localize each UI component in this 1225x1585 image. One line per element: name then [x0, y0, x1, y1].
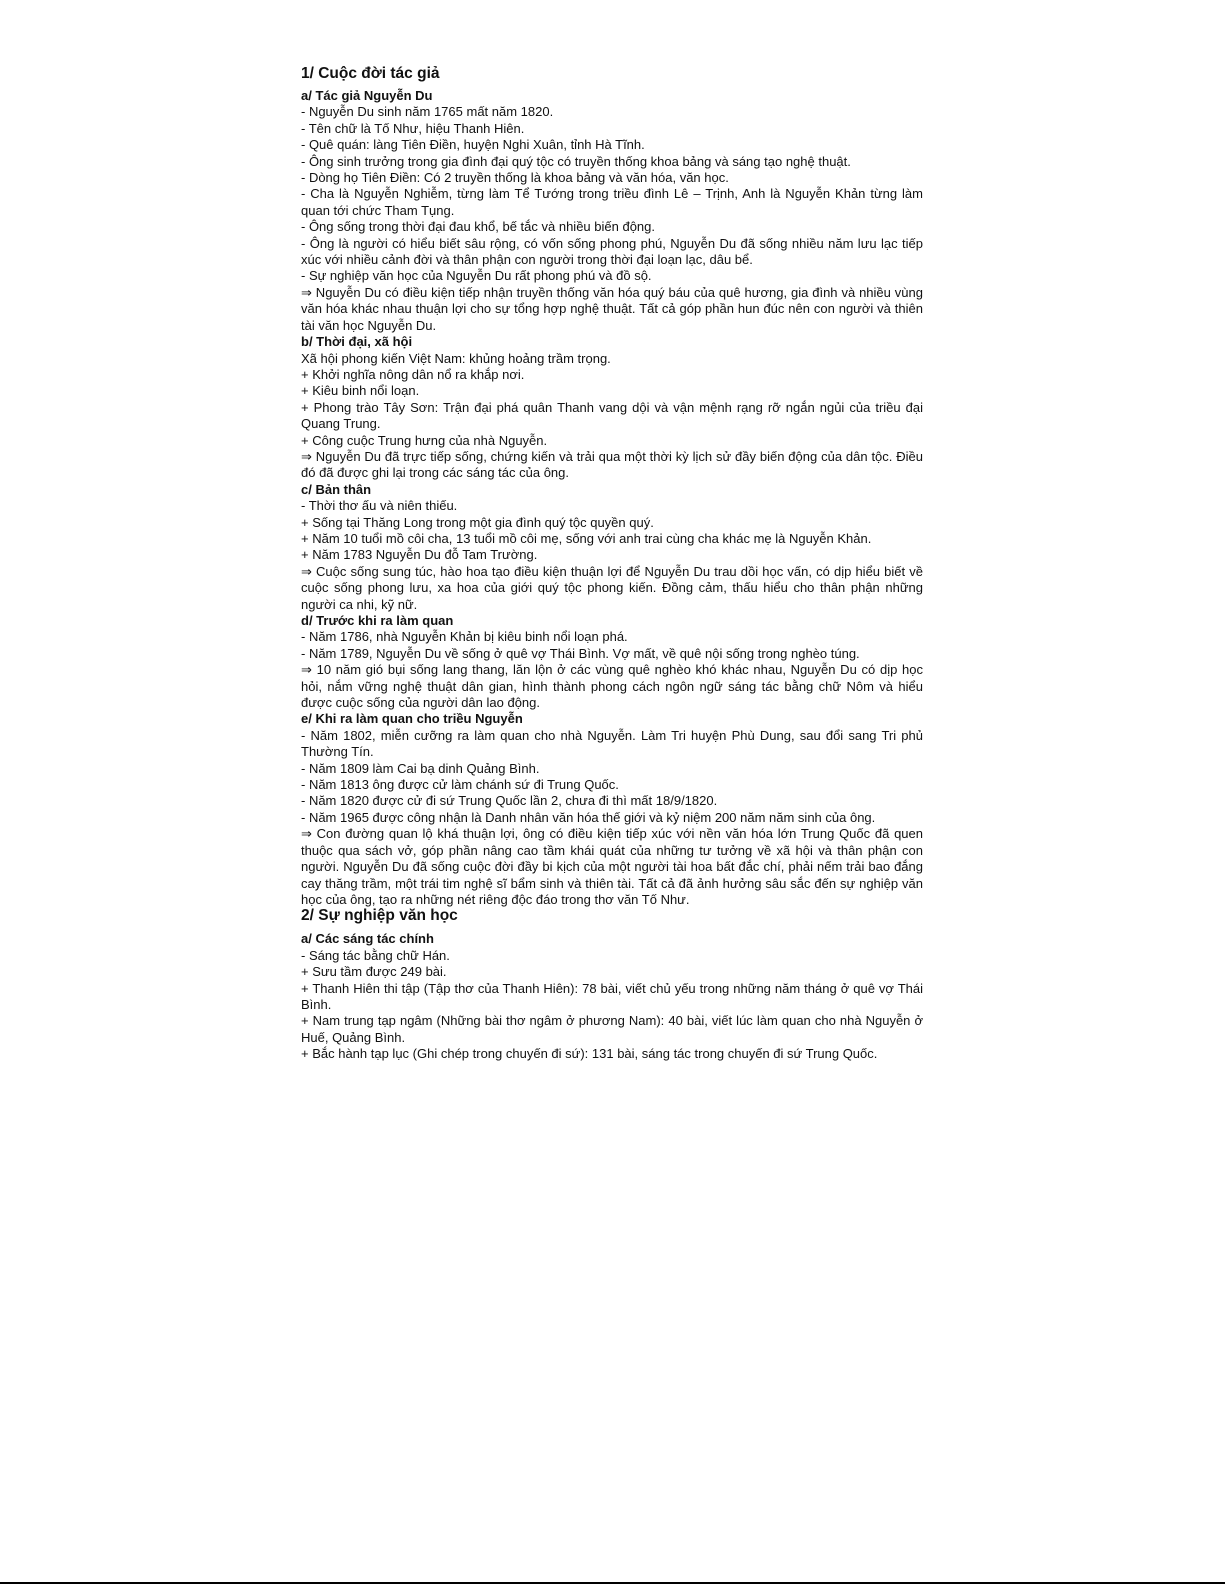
paragraph: + Năm 10 tuổi mồ côi cha, 13 tuổi mồ côi mẹ, sống với anh trai cùng cha khác mẹ là Nguyễn Khản. [301, 530, 872, 546]
paragraph: - Năm 1809 làm Cai bạ dinh Quảng Bình. [301, 760, 540, 776]
paragraph: - Ông sống trong thời đại đau khổ, bế tắc và nhiều biến động. [301, 219, 655, 235]
paragraph: + Bắc hành tạp lục (Ghi chép trong chuyến đi sứ): 131 bài, sáng tác trong chuyến đi sứ Trung Quốc. [301, 1046, 878, 1062]
subsection-heading: a/ Các sáng tác chính [301, 931, 434, 947]
paragraph: ⇒ Con đường quan lộ khá thuận lợi, ông có điều kiện tiếp xúc với nền văn hóa lớn Trung Quốc đã quen thuộc qua sách vở, góp phần nâng cao tầm khái quát của những tư tưởng về xã hội và thân phận con người. Nguyễn Du đã sống cuộc đời đầy bi kịch của một người tài hoa bất đắc chí, phải nếm trải bao đắng cay thăng trầm, một trái tim nghệ sĩ bẩm sinh và thiên tài. Tất cả đã ảnh hưởng sâu sắc đến sự nghiệp văn học của ông, tạo ra những nét riêng độc đáo trong thơ văn Tố Như. [301, 826, 923, 907]
page-bottom-border [0, 1582, 1225, 1584]
subsection-heading: d/ Trước khi ra làm quan [301, 613, 454, 628]
paragraph: - Năm 1789, Nguyễn Du về sống ở quê vợ Thái Bình. Vợ mất, về quê nội sống trong nghèo túng. [301, 645, 860, 661]
paragraph: - Ông là người có hiểu biết sâu rộng, có vốn sống phong phú, Nguyễn Du đã sống nhiều năm lưu lạc tiếp xúc với nhiều cảnh đời và thân phận con người trong thời đại loạn lạc, dâu bể. [301, 235, 923, 268]
paragraph: + Sưu tầm được 249 bài. [301, 964, 447, 980]
paragraph: - Sự nghiệp văn học của Nguyễn Du rất phong phú và đồ sộ. [301, 268, 652, 284]
paragraph: + Công cuộc Trung hưng của nhà Nguyễn. [301, 432, 548, 448]
subsection-heading: a/ Tác giả Nguyễn Du [301, 88, 433, 103]
subsection-heading: b/ Thời đại, xã hội [301, 334, 413, 350]
paragraph: - Thời thơ ấu và niên thiếu. [301, 498, 458, 514]
paragraph: - Năm 1820 được cử đi sứ Trung Quốc lần 2, chưa đi thì mất 18/9/1820. [301, 793, 718, 809]
section-title: 1/ Cuộc đời tác giả [301, 65, 440, 82]
paragraph: - Sáng tác bằng chữ Hán. [301, 947, 450, 963]
paragraph: - Ông sinh trưởng trong gia đình đại quý tộc có truyền thống khoa bảng và sáng tạo nghệ thuật. [301, 153, 851, 169]
subsection-heading: e/ Khi ra làm quan cho triều Nguyễn [301, 711, 523, 727]
paragraph: - Quê quán: làng Tiên Điền, huyện Nghi Xuân, tỉnh Hà Tĩnh. [301, 137, 645, 153]
subsection-heading: c/ Bản thân [301, 481, 372, 497]
paragraph: ⇒ Cuộc sống sung túc, hào hoa tạo điều kiện thuận lợi để Nguyễn Du trau dồi học vấn, có dịp hiểu biết về cuộc sống phong lưu, xa hoa của giới quý tộc phong kiến. Đồng cảm, thấu hiểu cho thân phận những người ca nhi, kỹ nữ. [301, 563, 923, 612]
paragraph: ⇒ 10 năm gió bụi sống lang thang, lăn lộn ở các vùng quê nghèo khó khác nhau, Nguyễn Du có dịp học hỏi, nắm vững nghệ thuật dân gian, hình thành phong cách ngôn ngữ sáng tác bằng chữ Nôm và hiểu được cuộc sống của người dân lao động. [301, 662, 923, 711]
paragraph: - Năm 1965 được công nhận là Danh nhân văn hóa thế giới và kỷ niệm 200 năm năm sinh của ông. [301, 809, 876, 825]
paragraph: + Năm 1783 Nguyễn Du đỗ Tam Trường. [301, 547, 538, 563]
paragraph: - Dòng họ Tiên Điền: Có 2 truyền thống là khoa bảng và văn hóa, văn học. [301, 170, 729, 186]
paragraph: + Sống tại Thăng Long trong một gia đình quý tộc quyền quý. [301, 514, 654, 530]
paragraph: ⇒ Nguyễn Du đã trực tiếp sống, chứng kiến và trải qua một thời kỳ lịch sử đầy biến động của dân tộc. Điều đó đã được ghi lại trong các sáng tác của ông. [301, 448, 923, 481]
paragraph: - Nguyễn Du sinh năm 1765 mất năm 1820. [301, 104, 554, 120]
paragraph: - Năm 1813 ông được cử làm chánh sứ đi Trung Quốc. [301, 777, 619, 793]
paragraph: + Khởi nghĩa nông dân nổ ra khắp nơi. [301, 366, 525, 382]
paragraph: - Năm 1786, nhà Nguyễn Khản bị kiêu binh nổi loạn phá. [301, 629, 628, 645]
paragraph: + Phong trào Tây Sơn: Trận đại phá quân Thanh vang dội và vận mệnh rạng rỡ ngắn ngủi của triều đại Quang Trung. [301, 399, 923, 432]
paragraph: - Cha là Nguyễn Nghiễm, từng làm Tể Tướng trong triều đình Lê – Trịnh, Anh là Nguyễn Khản từng làm quan tới chức Tham Tụng. [301, 186, 923, 218]
paragraph: - Tên chữ là Tố Như, hiệu Thanh Hiên. [301, 120, 525, 136]
paragraph: Xã hội phong kiến Việt Nam: khủng hoảng trầm trọng. [301, 350, 611, 366]
paragraph: + Nam trung tạp ngâm (Những bài thơ ngâm ở phương Nam): 40 bài, viết lúc làm quan cho nhà Nguyễn ở Huế, Quảng Bình. [301, 1013, 923, 1045]
paragraph: + Kiêu binh nổi loạn. [301, 383, 420, 399]
paragraph: + Thanh Hiên thi tập (Tập thơ của Thanh Hiên): 78 bài, viết chủ yếu trong những năm tháng ở quê vợ Thái Bình. [301, 980, 923, 1012]
paragraph: - Năm 1802, miễn cưỡng ra làm quan cho nhà Nguyễn. Làm Tri huyện Phù Dung, sau đổi sang Tri phủ Thường Tín. [301, 727, 923, 760]
paragraph: ⇒ Nguyễn Du có điều kiện tiếp nhận truyền thống văn hóa quý báu của quê hương, gia đình và nhiều vùng văn hóa khác nhau thuận lợi cho sự tổng hợp nghệ thuật. Tất cả góp phần hun đúc nên con người và thiên tài văn học Nguyễn Du. [301, 284, 923, 333]
document-page [301, 64, 923, 1063]
section-title: 2/ Sự nghiệp văn học [301, 907, 458, 925]
